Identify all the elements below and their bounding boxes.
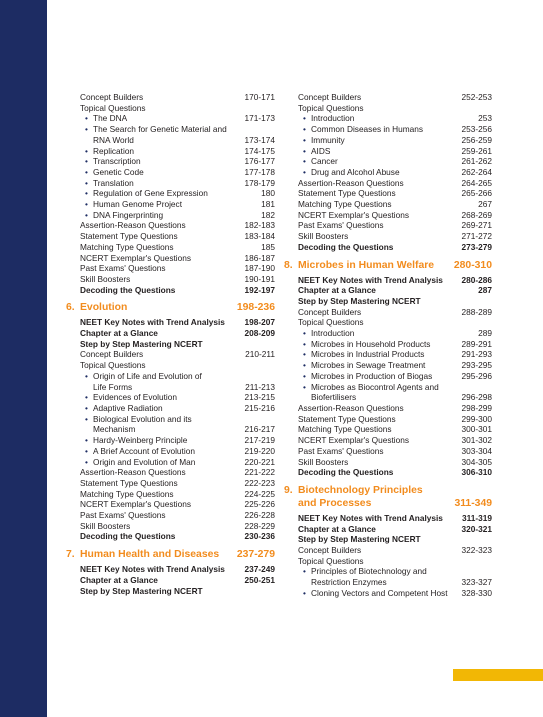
entry-title: • Microbes in Production of Biogas <box>298 371 458 382</box>
entry-page-range: 306-310 <box>461 467 492 478</box>
entry-page-range: 311-319 <box>462 512 492 523</box>
entry-title: Topical Questions <box>80 102 146 113</box>
entry-title: Step by Step Mastering NCERT <box>298 295 421 306</box>
entry-page-range: 268-269 <box>461 209 492 220</box>
toc-bullet-entry <box>298 167 492 178</box>
entry-title: NCERT Exemplar's Questions <box>298 435 410 446</box>
toc-entry <box>298 446 492 457</box>
chapter-title: and Processes <box>298 497 372 509</box>
entry-title: Assertion-Reason Questions <box>298 402 404 413</box>
entry-page-range: 181 <box>261 199 275 210</box>
entry-page-range: 198-207 <box>244 317 275 328</box>
entry-page-range: 221-222 <box>244 467 275 478</box>
entry-title: • Translation <box>80 178 241 189</box>
toc-section-entry <box>80 575 275 586</box>
entry-page-range: 296-298 <box>461 392 492 403</box>
entry-title: • Microbes in Industrial Products <box>298 349 458 360</box>
toc-entry <box>80 467 275 478</box>
entry-page-range: 250-251 <box>244 574 275 585</box>
entry-page-range: 289-291 <box>461 338 492 349</box>
entry-title: Matching Type Questions <box>80 241 174 252</box>
entry-page-range: 190-191 <box>244 273 275 284</box>
toc-bullet-entry <box>80 403 275 414</box>
toc-entry <box>80 103 275 114</box>
entry-page-range: 303-304 <box>461 445 492 456</box>
entry-page-range: 173-174 <box>244 134 275 145</box>
entry-title: Skill Boosters <box>298 231 349 242</box>
toc-entry <box>298 457 492 468</box>
entry-title: • Cloning Vectors and Competent Host <box>298 588 458 599</box>
chapter-page-range: 280-310 <box>453 259 492 271</box>
toc-section-entry <box>298 513 492 524</box>
toc-bullet-entry <box>298 382 492 393</box>
entry-page-range: 171-173 <box>244 113 275 124</box>
entry-page-range: 271-272 <box>461 231 492 242</box>
entry-page-range: 215-216 <box>244 402 275 413</box>
entry-title: • Human Genome Project <box>80 199 257 210</box>
entry-page-range: 185 <box>261 241 275 252</box>
toc-entry <box>80 220 275 231</box>
entry-page-range: 265-266 <box>461 188 492 199</box>
entry-page-range: 219-220 <box>244 445 275 456</box>
toc-entry <box>298 577 492 588</box>
toc-bullet-entry <box>80 392 275 403</box>
toc-bullet-entry <box>298 135 492 146</box>
entry-page-range: 186-187 <box>244 252 275 263</box>
toc-entry <box>80 263 275 274</box>
toc-entry <box>80 478 275 489</box>
entry-title: Chapter at a Glance <box>298 285 376 296</box>
toc-bullet-entry <box>80 113 275 124</box>
entry-title: Past Exams' Questions <box>298 445 384 456</box>
entry-title: • DNA Fingerprinting <box>80 210 257 221</box>
toc-section-entry <box>298 285 492 296</box>
toc-entry <box>80 349 275 360</box>
entry-title: Biofertilisers <box>311 392 357 403</box>
toc-section-entry <box>80 531 275 542</box>
toc-bullet-entry <box>298 113 492 124</box>
entry-page-range: 280-286 <box>461 274 492 285</box>
entry-title: Mechanism <box>93 424 136 435</box>
entry-page-range: 253 <box>478 113 492 124</box>
toc-section-entry <box>80 317 275 328</box>
toc-bullet-entry <box>80 146 275 157</box>
entry-title: • Introduction <box>298 113 474 124</box>
entry-title: Step by Step Mastering NCERT <box>80 585 203 596</box>
toc-entry <box>298 307 492 318</box>
entry-title: Step by Step Mastering NCERT <box>80 338 203 349</box>
entry-page-range: 180 <box>261 188 275 199</box>
entry-page-range: 170-171 <box>244 92 275 102</box>
entry-page-range: 298-299 <box>461 402 492 413</box>
toc-entry <box>80 135 275 146</box>
toc-entry <box>298 424 492 435</box>
entry-title: Statement Type Questions <box>298 188 396 199</box>
toc-entry <box>80 231 275 242</box>
entry-page-range: 213-215 <box>244 392 275 403</box>
toc-bullet-entry <box>298 588 492 599</box>
toc-bullet-entry <box>80 156 275 167</box>
entry-page-range: 289 <box>478 328 492 339</box>
toc-right-column <box>284 92 492 599</box>
entry-title: NCERT Exemplar's Questions <box>80 252 192 263</box>
entry-title: • Drug and Alcohol Abuse <box>298 167 458 178</box>
entry-page-range: 217-219 <box>244 435 275 446</box>
entry-title: Assertion-Reason Questions <box>80 467 186 478</box>
entry-title: • AIDS <box>298 146 458 157</box>
entry-title: Chapter at a Glance <box>80 328 158 339</box>
toc-entry <box>298 403 492 414</box>
entry-page-range: 328-330 <box>461 587 492 598</box>
chapter-heading <box>284 484 492 497</box>
left-spine-band <box>0 0 47 717</box>
entry-page-range: 192-197 <box>244 284 275 295</box>
entry-page-range: 222-223 <box>244 477 275 488</box>
entry-title: Topical Questions <box>298 317 364 328</box>
entry-page-range: 259-261 <box>461 145 492 156</box>
chapter-number: 8. <box>284 259 293 271</box>
entry-title: NCERT Exemplar's Questions <box>80 499 192 510</box>
entry-title: Skill Boosters <box>80 520 131 531</box>
entry-title: Concept Builders <box>298 306 362 317</box>
entry-title: • The Search for Genetic Material and <box>80 124 271 135</box>
toc-bullet-entry <box>298 566 492 577</box>
entry-title: • Principles of Biotechnology and <box>298 566 488 577</box>
entry-title: Past Exams' Questions <box>298 220 384 231</box>
entry-title: Matching Type Questions <box>298 424 392 435</box>
entry-title: NEET Key Notes with Trend Analysis <box>80 564 225 575</box>
toc-entry <box>298 545 492 556</box>
entry-page-range: 182 <box>261 209 275 220</box>
entry-page-range: 228-229 <box>244 520 275 531</box>
toc-bullet-entry <box>298 328 492 339</box>
entry-title: Chapter at a Glance <box>80 574 158 585</box>
entry-page-range: 178-179 <box>244 177 275 188</box>
entry-title: Step by Step Mastering NCERT <box>298 534 421 545</box>
toc-left-column <box>66 92 275 596</box>
toc-entry <box>298 210 492 221</box>
toc-entry <box>298 178 492 189</box>
entry-page-range: 174-175 <box>244 145 275 156</box>
entry-page-range: 291-293 <box>461 349 492 360</box>
entry-page-range: 320-321 <box>461 523 492 534</box>
yellow-accent-bar <box>453 669 543 681</box>
toc-section-entry <box>298 467 492 478</box>
entry-title: • Origin of Life and Evolution of <box>80 371 271 382</box>
entry-page-range: 264-265 <box>461 177 492 188</box>
toc-entry <box>298 92 492 103</box>
chapter-number: 6. <box>66 302 75 314</box>
entry-page-range: 323-327 <box>461 577 492 588</box>
toc-bullet-entry <box>80 124 275 135</box>
entry-page-range: 301-302 <box>461 435 492 446</box>
chapter-title: Evolution <box>80 302 128 314</box>
toc-bullet-entry <box>80 167 275 178</box>
entry-page-range: 288-289 <box>461 306 492 317</box>
toc-entry <box>80 92 275 103</box>
toc-bullet-entry <box>80 188 275 199</box>
entry-title: Topical Questions <box>298 555 364 566</box>
toc-bullet-entry <box>80 457 275 468</box>
toc-section-entry <box>298 524 492 535</box>
entry-title: Concept Builders <box>80 92 144 102</box>
chapter-page-range: 198-236 <box>236 302 275 314</box>
toc-section-entry <box>298 534 492 545</box>
entry-page-range: 300-301 <box>461 424 492 435</box>
entry-title: • Microbes as Biocontrol Agents and <box>298 382 488 393</box>
entry-title: Assertion-Reason Questions <box>298 177 404 188</box>
toc-entry <box>298 220 492 231</box>
entry-title: Topical Questions <box>80 360 146 371</box>
chapter-heading <box>66 301 275 314</box>
entry-page-range: 226-228 <box>244 510 275 521</box>
entry-title: • Regulation of Gene Expression <box>80 188 257 199</box>
entry-title: Past Exams' Questions <box>80 510 166 521</box>
entry-title: Decoding the Questions <box>80 531 176 542</box>
entry-title: • Introduction <box>298 328 474 339</box>
entry-page-range: 262-264 <box>461 166 492 177</box>
entry-title: RNA World <box>93 134 134 145</box>
entry-title: • A Brief Account of Evolution <box>80 446 241 457</box>
toc-entry <box>298 317 492 328</box>
entry-title: • Genetic Code <box>80 167 241 178</box>
entry-title: • Adaptive Radiation <box>80 403 241 414</box>
entry-title: Assertion-Reason Questions <box>80 220 186 231</box>
toc-section-entry <box>80 339 275 350</box>
chapter-page-range: 237-279 <box>236 549 275 561</box>
entry-page-range: 182-183 <box>244 220 275 231</box>
chapter-title: Human Health and Diseases <box>80 549 220 561</box>
entry-page-range: 252-253 <box>461 92 492 102</box>
chapter-heading <box>298 497 492 510</box>
entry-title: Decoding the Questions <box>298 467 394 478</box>
entry-title: Statement Type Questions <box>80 231 178 242</box>
entry-page-range: 293-295 <box>461 360 492 371</box>
entry-title: • Cancer <box>298 156 458 167</box>
entry-page-range: 220-221 <box>244 456 275 467</box>
toc-section-entry <box>80 586 275 597</box>
chapter-title: Microbes in Human Welfare <box>298 259 435 271</box>
entry-page-range: 287 <box>478 285 492 296</box>
chapter-title: Biotechnology Principles <box>298 484 423 496</box>
entry-title: • Replication <box>80 146 241 157</box>
toc-bullet-entry <box>298 339 492 350</box>
toc-entry <box>298 414 492 425</box>
entry-page-range: 230-236 <box>244 531 275 542</box>
toc-section-entry <box>80 328 275 339</box>
toc-entry <box>80 424 275 435</box>
toc-section-entry <box>298 296 492 307</box>
toc-bullet-entry <box>80 371 275 382</box>
entry-page-range: 253-256 <box>461 124 492 135</box>
chapter-number: 7. <box>66 549 75 561</box>
entry-title: Matching Type Questions <box>298 199 392 210</box>
chapter-heading <box>66 548 275 561</box>
toc-entry <box>80 510 275 521</box>
toc-entry <box>80 253 275 264</box>
toc-entry <box>80 242 275 253</box>
entry-page-range: 176-177 <box>244 156 275 167</box>
toc-entry <box>298 103 492 114</box>
toc-bullet-entry <box>298 371 492 382</box>
entry-title: Skill Boosters <box>298 456 349 467</box>
toc-section-entry <box>298 242 492 253</box>
toc-bullet-entry <box>80 435 275 446</box>
toc-entry <box>80 382 275 393</box>
toc-bullet-entry <box>80 199 275 210</box>
entry-page-range: 225-226 <box>244 499 275 510</box>
toc-section-entry <box>80 285 275 296</box>
toc-bullet-entry <box>298 360 492 371</box>
toc-entry <box>80 521 275 532</box>
entry-title: Decoding the Questions <box>80 284 176 295</box>
toc-entry <box>80 489 275 500</box>
entry-page-range: 261-262 <box>461 156 492 167</box>
entry-page-range: 187-190 <box>244 263 275 274</box>
entry-title: • Evidences of Evolution <box>80 392 241 403</box>
entry-title: Statement Type Questions <box>298 413 396 424</box>
entry-page-range: 216-217 <box>244 424 275 435</box>
entry-title: • Origin and Evolution of Man <box>80 457 241 468</box>
entry-page-range: 273-279 <box>461 241 492 252</box>
entry-title: Skill Boosters <box>80 273 131 284</box>
entry-page-range: 299-300 <box>461 413 492 424</box>
toc-bullet-entry <box>298 156 492 167</box>
entry-title: Concept Builders <box>80 349 144 360</box>
entry-page-range: 224-225 <box>244 488 275 499</box>
entry-page-range: 304-305 <box>461 456 492 467</box>
entry-page-range: 177-178 <box>244 166 275 177</box>
toc-entry <box>298 188 492 199</box>
entry-page-range: 183-184 <box>244 231 275 242</box>
entry-title: • The DNA <box>80 113 241 124</box>
entry-page-range: 211-213 <box>245 381 275 392</box>
entry-title: • Microbes in Sewage Treatment <box>298 360 458 371</box>
entry-title: Life Forms <box>93 381 133 392</box>
entry-title: • Microbes in Household Products <box>298 339 458 350</box>
toc-section-entry <box>298 275 492 286</box>
toc-entry <box>298 556 492 567</box>
entry-title: • Hardy-Weinberg Principle <box>80 435 241 446</box>
toc-bullet-entry <box>298 124 492 135</box>
entry-title: Restriction Enzymes <box>311 577 387 588</box>
chapter-page-range: 311-349 <box>454 497 492 509</box>
toc-entry <box>80 360 275 371</box>
entry-title: • Common Diseases in Humans <box>298 124 458 135</box>
toc-entry <box>298 231 492 242</box>
toc-entry <box>298 392 492 403</box>
entry-page-range: 237-249 <box>244 564 275 575</box>
entry-title: • Biological Evolution and its <box>80 414 271 425</box>
entry-title: Decoding the Questions <box>298 241 394 252</box>
chapter-number: 9. <box>284 484 293 496</box>
entry-page-range: 322-323 <box>461 545 492 556</box>
entry-title: NEET Key Notes with Trend Analysis <box>298 512 443 523</box>
entry-title: Statement Type Questions <box>80 477 178 488</box>
entry-title: NCERT Exemplar's Questions <box>298 209 410 220</box>
entry-title: • Immunity <box>298 135 458 146</box>
entry-title: Chapter at a Glance <box>298 523 376 534</box>
toc-section-entry <box>80 564 275 575</box>
entry-page-range: 295-296 <box>461 370 492 381</box>
toc-entry <box>80 274 275 285</box>
toc-bullet-entry <box>80 210 275 221</box>
entry-title: Concept Builders <box>298 545 362 556</box>
toc-bullet-entry <box>298 146 492 157</box>
entry-title: Past Exams' Questions <box>80 263 166 274</box>
entry-title: NEET Key Notes with Trend Analysis <box>80 317 225 328</box>
toc-bullet-entry <box>298 349 492 360</box>
toc-bullet-entry <box>80 414 275 425</box>
chapter-heading <box>284 259 492 272</box>
toc-entry <box>80 499 275 510</box>
entry-page-range: 256-259 <box>461 134 492 145</box>
entry-page-range: 208-209 <box>244 328 275 339</box>
toc-entry <box>298 199 492 210</box>
entry-title: • Transcription <box>80 156 241 167</box>
toc-entry <box>298 435 492 446</box>
entry-title: Matching Type Questions <box>80 488 174 499</box>
entry-page-range: 210-211 <box>245 349 275 360</box>
toc-bullet-entry <box>80 446 275 457</box>
toc-bullet-entry <box>80 178 275 189</box>
entry-title: Concept Builders <box>298 92 362 102</box>
entry-page-range: 269-271 <box>461 220 492 231</box>
entry-page-range: 267 <box>478 199 492 210</box>
entry-title: Topical Questions <box>298 102 364 113</box>
entry-title: NEET Key Notes with Trend Analysis <box>298 274 443 285</box>
